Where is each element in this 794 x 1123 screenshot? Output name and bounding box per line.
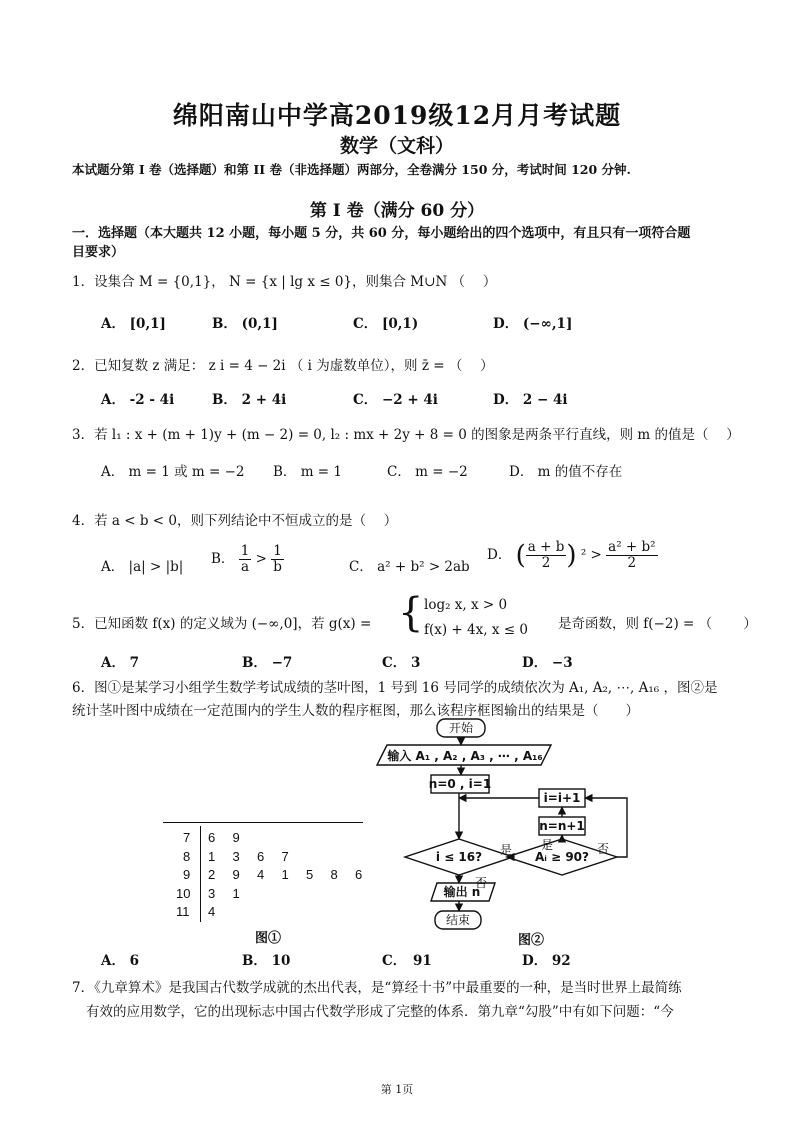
part1-instruction-line2: 目要求）	[72, 245, 125, 260]
q6-option-b: B． 10	[242, 953, 291, 969]
q1-option-c: C． [0,1)	[353, 316, 419, 332]
question-5-stem-left: 5．已知函数 f(x) 的定义域为 (−∞,0]，若 g(x) =	[72, 616, 372, 632]
q4-option-d-mid: ² >	[580, 546, 602, 563]
paren-left: (	[515, 540, 526, 571]
flow-inc-n-text: n=n+1	[539, 819, 585, 833]
q2-option-c: C． −2 + 4i	[353, 392, 438, 408]
stemleaf-leaf: 1	[281, 867, 289, 882]
q6-option-c: C． 91	[382, 953, 432, 969]
exam-title: 绵阳南山中学高2019级12月月考试题	[172, 101, 622, 130]
q5-case-1: log₂ x, x > 0	[424, 597, 508, 613]
page-number: 第 1页	[380, 1083, 414, 1096]
piecewise-brace: {	[398, 590, 424, 636]
q4-option-a: A． |a| > |b|	[101, 559, 184, 575]
q1-option-b: B． (0,1]	[212, 316, 278, 332]
stemleaf-stem: 9	[183, 867, 191, 882]
flow-init-text: n=0 , i=1	[428, 777, 492, 791]
q6-option-a: A． 6	[101, 953, 140, 969]
flow-input-text: 输入 A₁ , A₂ , A₃ , ⋯ , A₁₆	[387, 749, 543, 763]
stemleaf-leaf: 4	[208, 904, 216, 919]
q2-option-a: A． -2 - 4i	[101, 392, 175, 408]
q5-case-2: f(x) + 4x, x ≤ 0	[424, 622, 528, 638]
question-7-line2: 有效的应用数学，它的出现标志中国古代数学形成了完整的体系．第九章“勾股”中有如下问题：“今	[86, 1004, 674, 1020]
question-4-stem: 4．若 a < b < 0，则下列结论中不恒成立的是（ ）	[72, 513, 398, 529]
stemleaf-leaf: 3	[208, 885, 216, 901]
flow-output-text: 输出 n	[443, 885, 481, 899]
q3-option-d: D． m 的值不存在	[509, 464, 623, 480]
fraction-a2-plus-b2-over-2: $\frac{\text{a² + b²}}{2}$	[608, 539, 656, 571]
q5-option-a: A． 7	[101, 655, 140, 671]
fraction-a-plus-b-over-2: $\frac{a + b}{2}$	[527, 539, 565, 571]
flow-yes-label-1: 是	[500, 843, 513, 857]
q6-option-d: D． 92	[522, 953, 571, 969]
stemleaf-divider	[200, 826, 201, 922]
stemleaf-leaf: 3	[232, 848, 240, 864]
stemleaf-leaf: 1	[232, 885, 240, 901]
q5-option-d: D． −3	[522, 655, 573, 671]
q3-option-c: C． m = −2	[387, 464, 468, 480]
flow-end-text: 结束	[445, 913, 471, 927]
stemleaf-leaf: 9	[232, 830, 240, 845]
stemleaf-leaf: 7	[281, 848, 289, 864]
part1-title: 第 I 卷（满分 60 分）	[309, 201, 485, 221]
stemleaf-leaf: 6	[208, 830, 216, 845]
stemleaf-stem: 11	[176, 904, 190, 919]
stemleaf-stem: 8	[183, 848, 191, 864]
question-6-stem-line1: 6．图①是某学习小组学生数学考试成绩的茎叶图，1 号到 16 号同学的成绩依次为 A₁, A₂, ⋯, A₁₆ ，图②是	[72, 680, 718, 696]
flow-no-label-2: 否	[597, 842, 610, 856]
flowchart	[365, 715, 635, 940]
fraction-1-over-b: $\frac{1}{b}$	[273, 543, 282, 575]
question-2-stem: 2．已知复数 z 满足： z i = 4 − 2i （ i 为虚数单位），则 z̄ = （ ）	[72, 358, 494, 374]
stemleaf-leaf: 5	[306, 867, 314, 882]
q3-option-b: B． m = 1	[273, 464, 342, 480]
part1-instruction-line1: 一．选择题（本大题共 12 小题，每小题 5 分，共 60 分，每小题给出的四个选项中，有且只有一项符合题	[72, 226, 691, 241]
q5-option-b: B． −7	[242, 655, 293, 671]
figure-1-label: 图①	[255, 931, 282, 946]
q4-option-d	[487, 540, 658, 571]
paren-right: )	[566, 540, 577, 571]
q4-option-b-label: B．	[211, 550, 235, 567]
stemleaf-top-rule	[163, 822, 363, 823]
stemleaf-stem: 7	[183, 830, 191, 845]
stemleaf-leaf: 2	[208, 867, 216, 882]
q4-option-c: C． a² + b² > 2ab	[349, 559, 470, 575]
stemleaf-leaf: 1	[208, 848, 216, 864]
question-6-stem-line2: 统计茎叶图中成绩在一定范围内的学生人数的程序框图，那么该程序框图输出的结果是（ ）	[72, 703, 639, 719]
stemleaf-leaf: 9	[232, 867, 240, 882]
q3-option-a: A． m = 1 或 m = −2	[101, 464, 245, 480]
exam-subtitle: 数学（文科）	[339, 135, 454, 157]
flow-start-text: 开始	[448, 721, 474, 735]
q4-option-b-gt: >	[255, 550, 267, 567]
q1-option-a: A． [0,1]	[101, 316, 166, 332]
question-5-stem-right: 是奇函数，则 f(−2) = （ ）	[558, 616, 757, 632]
fraction-1-over-a: $\frac{1}{a}$	[240, 543, 250, 575]
flow-inc-i-text: i=i+1	[543, 791, 581, 805]
q1-option-d: D． (−∞,1]	[493, 316, 573, 332]
stemleaf-leaf: 8	[330, 867, 338, 882]
stemleaf-leaf: 6	[355, 867, 363, 882]
q2-option-b: B． 2 + 4i	[212, 392, 287, 408]
flow-cond-i-text: i ≤ 16?	[435, 850, 483, 864]
flow-no-label-1: 否	[475, 876, 488, 890]
flow-cond-a-text: Aᵢ ≥ 90?	[535, 850, 589, 864]
stemleaf-leaf: 6	[257, 848, 265, 864]
question-7-line1: 7．《九章算术》是我国古代数学成就的杰出代表，是“算经十书”中最重要的一种，是当时世界上最简练	[72, 980, 682, 996]
question-3-stem: 3．若 l₁ : x + (m + 1)y + (m − 2) = 0, l₂ : mx + 2y + 8 = 0 的图象是两条平行直线，则 m 的值是（ ）	[72, 427, 740, 443]
flow-yes-label-2: 是	[541, 838, 554, 852]
stemleaf-leaf: 4	[257, 867, 265, 882]
figure-2-label: 图②	[518, 933, 545, 948]
q2-option-d: D． 2 − 4i	[493, 392, 568, 408]
q4-option-b	[211, 544, 284, 575]
q4-option-d-label: D．	[487, 546, 512, 563]
stemleaf-stem: 10	[176, 885, 191, 901]
q5-option-c: C． 3	[382, 655, 421, 671]
question-1-stem: 1．设集合 M = {0,1}， N = {x | lg x ≤ 0}，则集合 M∪N （ ）	[72, 274, 497, 290]
exam-intro: 本试题分第 I 卷（选择题）和第 II 卷（非选择题）两部分，全卷满分 150 分，考试时间 120 分钟.	[72, 162, 631, 177]
